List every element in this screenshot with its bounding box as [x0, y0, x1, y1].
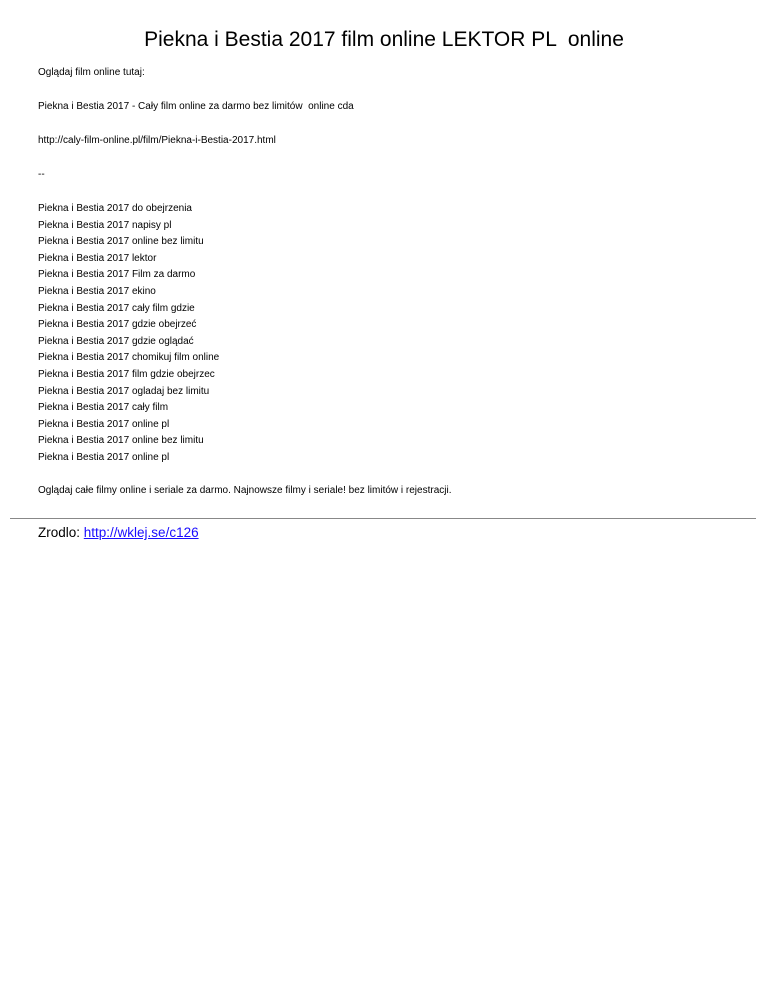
- list-item: Piekna i Bestia 2017 gdzie oglądać: [38, 335, 194, 347]
- url-text: http://caly-film-online.pl/film/Piekna-i-Bestia-2017.html: [38, 135, 276, 146]
- list-item: Piekna i Bestia 2017 Film za darmo: [38, 269, 196, 281]
- list-item: Piekna i Bestia 2017 do obejrzenia: [38, 203, 192, 214]
- source-label: Zrodlo:: [38, 525, 84, 540]
- list-item: Piekna i Bestia 2017 online bez limitu: [38, 435, 204, 447]
- keyword-list: [38, 201, 738, 467]
- source-line: [38, 524, 199, 542]
- list-item: Piekna i Bestia 2017 ekino: [38, 285, 156, 297]
- intro-text: Oglądaj film online tutaj:: [38, 67, 145, 78]
- list-item: Piekna i Bestia 2017 online pl: [38, 451, 170, 463]
- divider: [10, 518, 756, 519]
- list-item: Piekna i Bestia 2017 online bez limitu: [38, 236, 204, 248]
- description-text: Piekna i Bestia 2017 - Cały film online za darmo bez limitów online cda: [38, 101, 354, 112]
- list-item: Piekna i Bestia 2017 gdzie obejrzeć: [38, 319, 197, 331]
- separator-text: --: [38, 169, 45, 180]
- footer-text: Oglądaj całe filmy online i seriale za darmo. Najnowsze filmy i seriale! bez limitów i rejestracji.: [38, 484, 452, 496]
- source-link[interactable]: http://wklej.se/c126: [83, 525, 199, 540]
- list-item: Piekna i Bestia 2017 film gdzie obejrzec: [38, 368, 215, 380]
- list-item: Piekna i Bestia 2017 lektor: [38, 252, 157, 264]
- page-title: Piekna i Bestia 2017 film online LEKTOR PL online: [144, 28, 624, 51]
- list-item: Piekna i Bestia 2017 cały film: [38, 402, 169, 414]
- list-item: Piekna i Bestia 2017 napisy pl: [38, 219, 172, 231]
- document-body: [38, 66, 738, 497]
- list-item: Piekna i Bestia 2017 chomikuj film online: [38, 352, 220, 364]
- list-item: Piekna i Bestia 2017 cały film gdzie: [38, 302, 195, 314]
- list-item: Piekna i Bestia 2017 ogladaj bez limitu: [38, 385, 210, 397]
- list-item: Piekna i Bestia 2017 online pl: [38, 418, 170, 430]
